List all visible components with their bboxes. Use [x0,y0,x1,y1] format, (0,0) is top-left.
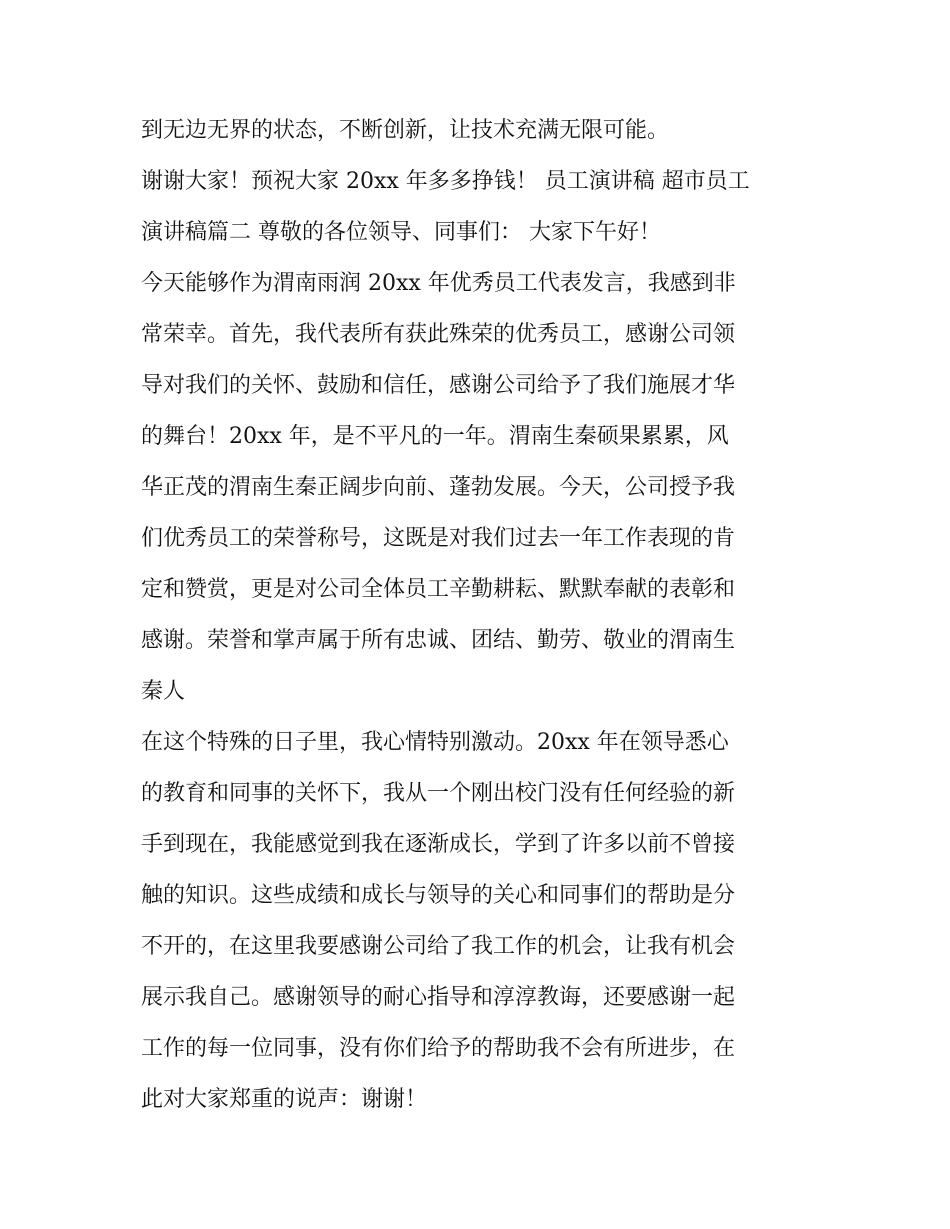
text-line-13: 在这个特殊的日子里，我心情特别激动。20xx 年在领导悉心 [141,730,729,755]
text-line-4: 今天能够作为渭南雨润 20xx 年优秀员工代表发言，我感到非 [141,271,736,296]
text-line-16: 触的知识。这些成绩和成长与领导的关心和同事们的帮助是分 [141,883,736,908]
text-line-2: 谢谢大家！预祝大家 20xx 年多多挣钱！ 员工演讲稿 超市员工 [141,169,750,194]
text-line-17: 不开的，在这里我要感谢公司给了我工作的机会，让我有机会 [141,934,736,959]
text-line-11: 感谢。荣誉和掌声属于所有忠诚、团结、勤劳、敬业的渭南生 [141,628,736,653]
text-line-7: 的舞台！20xx 年，是不平凡的一年。渭南生秦硕果累累，风 [141,424,729,449]
text-line-5: 常荣幸。首先，我代表所有获此殊荣的优秀员工，感谢公司领 [141,322,736,347]
text-line-18: 展示我自己。感谢领导的耐心指导和淳淳教诲，还要感谢一起 [141,985,736,1010]
text-line-19: 工作的每一位同事，没有你们给予的帮助我不会有所进步，在 [141,1036,736,1061]
text-line-1: 到无边无界的状态，不断创新，让技术充满无限可能。 [141,118,670,143]
text-line-9: 们优秀员工的荣誉称号，这既是对我们过去一年工作表现的肯 [141,526,736,551]
text-line-15: 手到现在，我能感觉到我在逐渐成长，学到了许多以前不曾接 [141,832,736,857]
text-line-10: 定和赞赏，更是对公司全体员工辛勤耕耘、默默奉献的表彰和 [141,577,736,602]
document-body [141,105,821,1125]
text-line-20: 此对大家郑重的说声：谢谢！ [141,1087,428,1112]
text-line-3: 演讲稿篇二 尊敬的各位领导、同事们： 大家下午好！ [141,220,661,245]
text-line-6: 导对我们的关怀、鼓励和信任，感谢公司给予了我们施展才华 [141,373,736,398]
text-line-12: 秦人 [141,679,186,704]
text-line-14: 的教育和同事的关怀下，我从一个刚出校门没有任何经验的新 [141,781,736,806]
text-line-8: 华正茂的渭南生秦正阔步向前、蓬勃发展。今天，公司授予我 [141,475,736,500]
